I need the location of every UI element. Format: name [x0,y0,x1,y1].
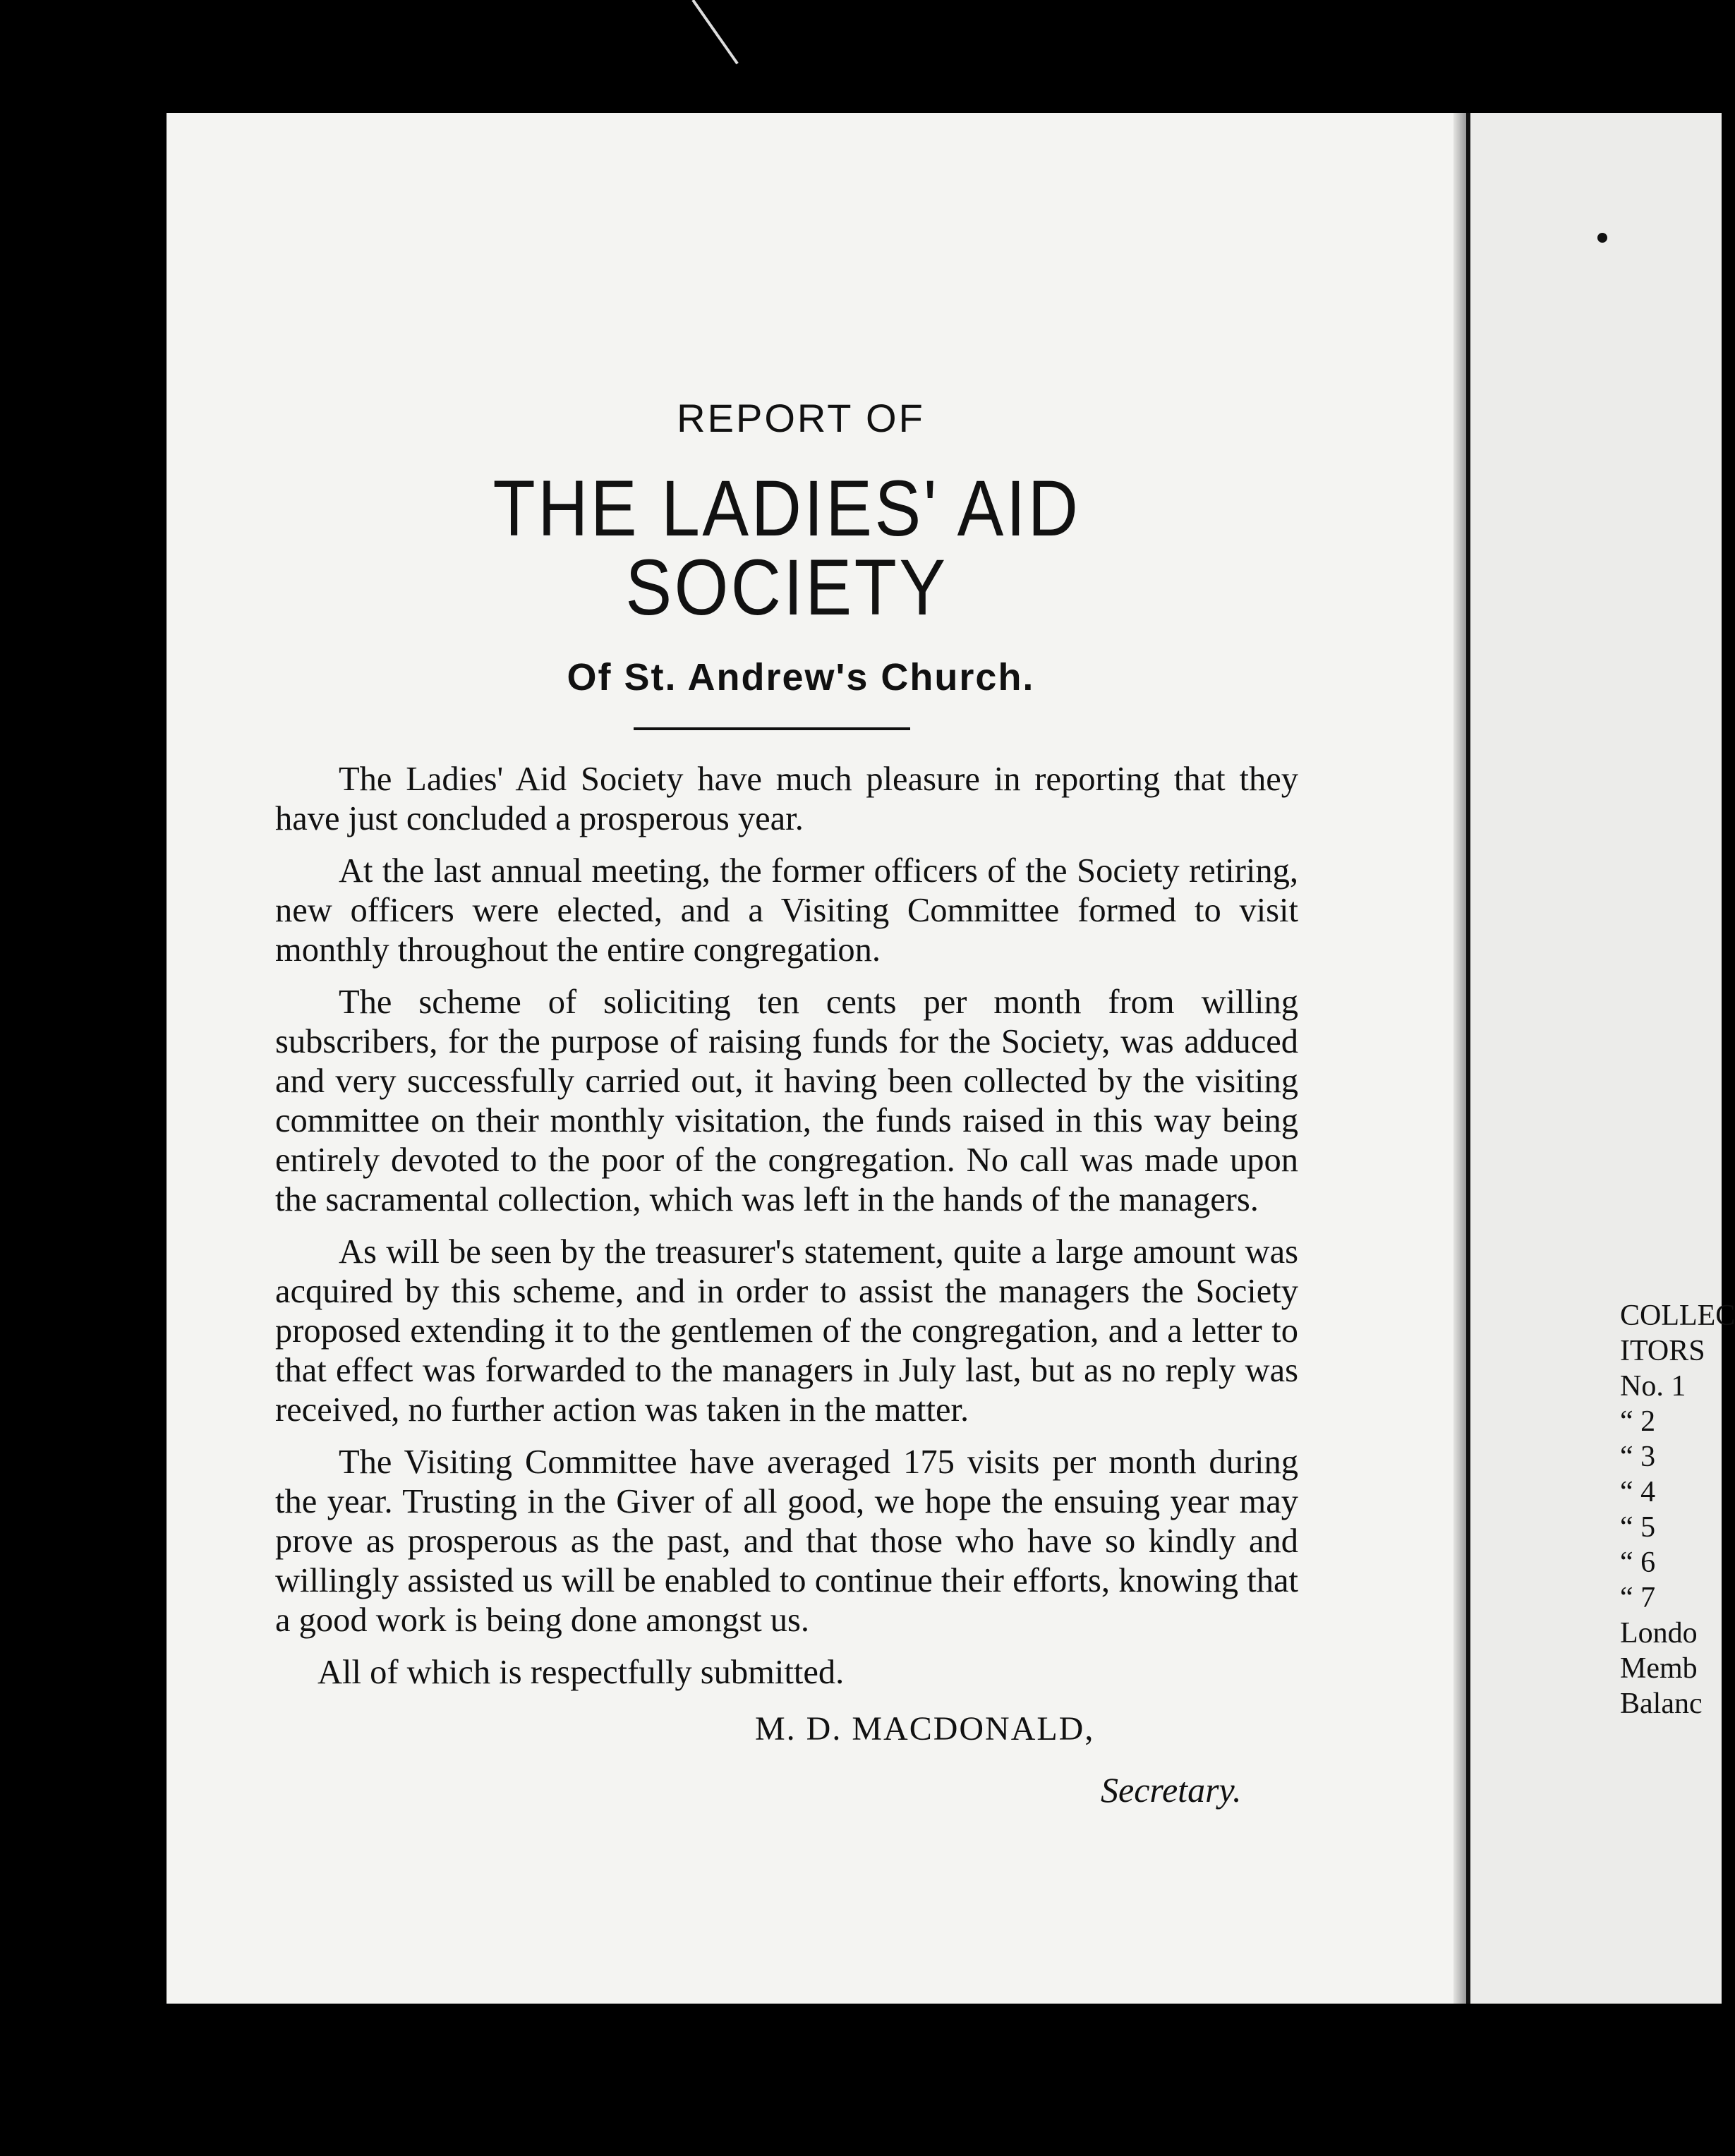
right-fragment: “ 3 [1620,1441,1656,1473]
paragraph-3: The scheme of soliciting ten cents per month from willing subscribers, for the purpose of raising funds for the Society, was adduced and very successfully carried out, it having been collected by the visiting committee on their monthly visitation, the funds raised in this way being entirely devoted to the poor of the congregation. No call was made upon the sacramental collection, which was left in the hands of the managers. [275,983,1298,1218]
report-heading-small: REPORT OF [677,396,925,440]
right-page-fragments [1620,1298,1733,1721]
right-fragment: Memb [1620,1652,1698,1685]
right-fragment: Balanc [1620,1688,1703,1720]
title-rule [634,727,910,730]
report-content [275,395,1298,1810]
right-fragment: “ 4 [1620,1476,1656,1508]
right-fragment: No. 1 [1620,1370,1686,1403]
right-fragment: “ 7 [1620,1582,1656,1614]
paragraph-4: As will be seen by the treasurer's statement, quite a large amount was acquired by this scheme, and in order to assist the managers the Society proposed extending it to the gentlemen of the congregation, and a letter to that effect was forwarded to the managers in July last, but as no reply was received, no further action was taken in the matter. [275,1233,1298,1429]
paragraph-1: The Ladies' Aid Society have much pleasure in reporting that they have just concluded a prosperous year. [275,761,1298,837]
paragraph-2: At the last annual meeting, the former officers of the Society retiring, new officers were elected, and a Visiting Committee formed to visit monthly throughout the entire congregation. [275,852,1298,969]
right-fragment: “ 2 [1620,1405,1656,1438]
ink-dot [1597,233,1607,243]
signature-role: Secretary. [1101,1770,1242,1810]
scan-artifact [691,0,738,64]
right-fragment: ITORS [1620,1335,1705,1367]
closing-line: All of which is respectfully submitted. [318,1654,845,1691]
report-title: THE LADIES' AID SOCIETY [492,464,1081,631]
paragraph-5: The Visiting Committee have averaged 175 visits per month during the year. Trusting in the Giver of all good, we hope the ensuing year may prove as prosperous as the past, and that those who have so kindly and willingly assisted us will be enabled to continue their efforts, knowing that a good work is being done amongst us. [275,1443,1298,1639]
signature-name: M. D. MACDONALD, [755,1710,1095,1748]
report-subtitle: Of St. Andrew's Church. [567,656,1035,698]
right-fragment: “ 6 [1620,1546,1656,1579]
right-fragment: “ 5 [1620,1511,1656,1544]
right-fragment: COLLEC [1620,1300,1735,1332]
gutter-shadow [1453,113,1466,2004]
right-fragment: Londo [1620,1617,1698,1649]
